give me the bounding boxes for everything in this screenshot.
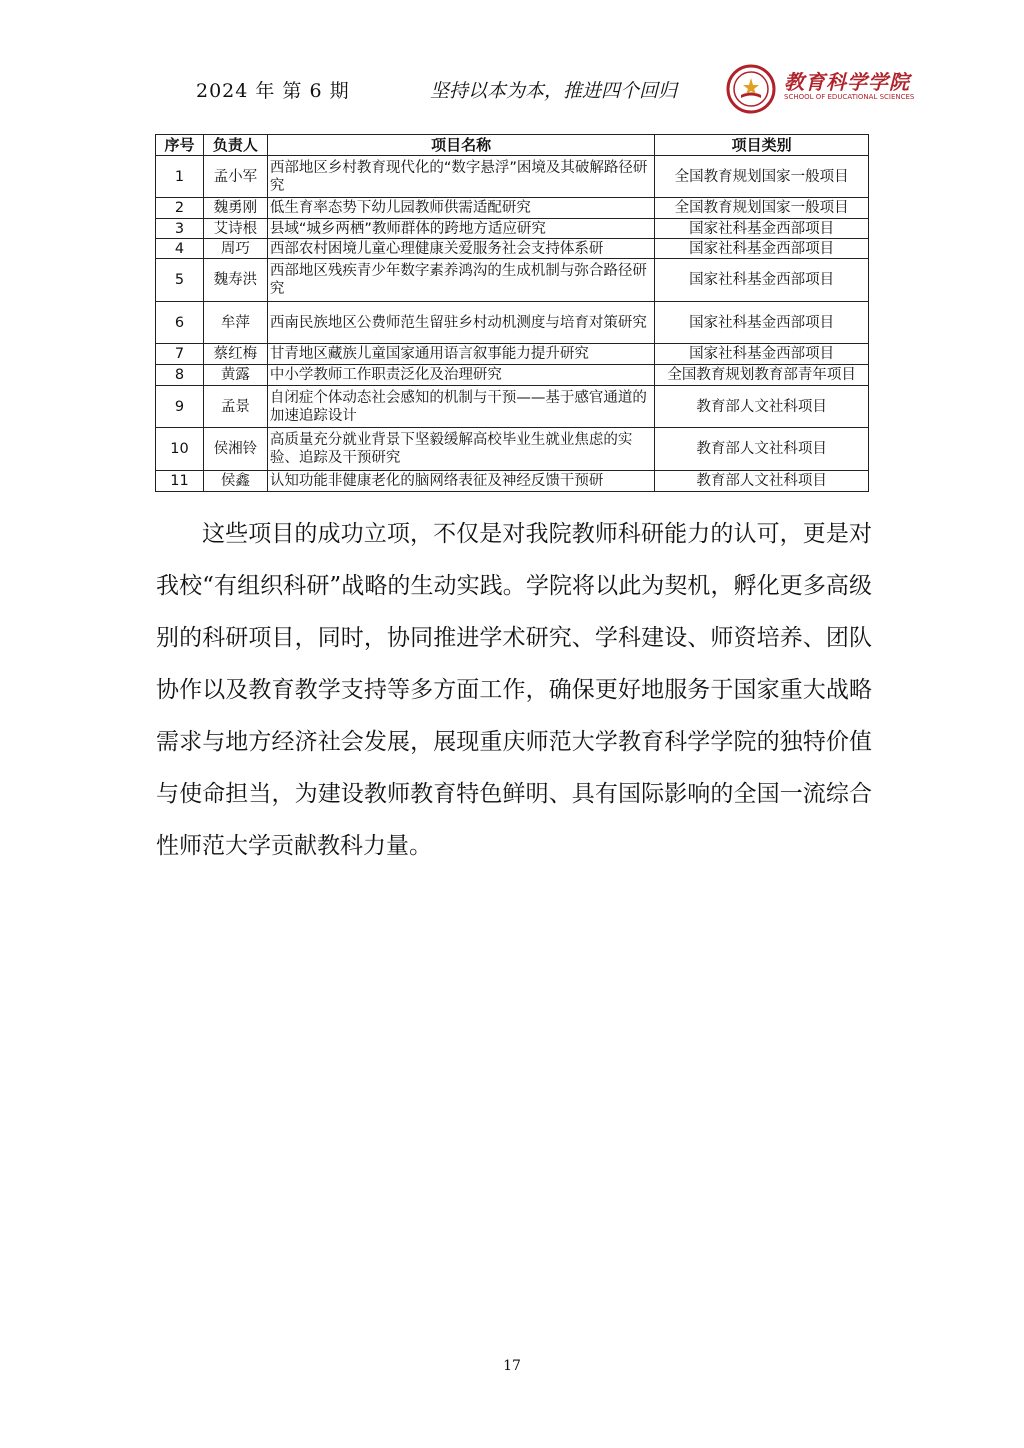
row-leader: 蔡红梅 — [203, 344, 267, 365]
table-row — [156, 219, 869, 239]
row-no: 7 — [156, 344, 204, 365]
row-project-name: 西部地区残疾青少年数字素养鸿沟的生成机制与弥合路径研究 — [267, 259, 654, 302]
row-leader: 孟景 — [203, 386, 267, 428]
row-category: 国家社科基金西部项目 — [655, 259, 869, 302]
row-no: 2 — [156, 198, 204, 219]
issue-label: 2024 年 第 6 期 — [196, 80, 350, 102]
school-logo — [726, 64, 915, 114]
row-category: 国家社科基金西部项目 — [655, 344, 869, 365]
table-row — [156, 302, 869, 344]
table-row — [156, 156, 869, 198]
logo-subtitle: SCHOOL OF EDUCATIONAL SCIENCES — [784, 93, 915, 101]
row-leader: 周巧 — [203, 239, 267, 259]
projects-table — [155, 134, 869, 492]
header-category: 项目类别 — [655, 135, 869, 156]
row-no: 5 — [156, 259, 204, 302]
row-project-name: 认知功能非健康老化的脑网络表征及神经反馈干预研 — [267, 471, 654, 492]
table-row — [156, 239, 869, 259]
row-category: 全国教育规划国家一般项目 — [655, 198, 869, 219]
row-category: 全国教育规划教育部青年项目 — [655, 365, 869, 386]
row-leader: 孟小军 — [203, 156, 267, 198]
header-motto: 坚持以本为本，推进四个回归 — [430, 80, 678, 102]
row-project-name: 高质量充分就业背景下坚毅缓解高校毕业生就业焦虑的实验、追踪及干预研究 — [267, 428, 654, 471]
table-header-row — [156, 135, 869, 156]
row-project-name: 西部农村困境儿童心理健康关爱服务社会支持体系研 — [267, 239, 654, 259]
row-no: 1 — [156, 156, 204, 198]
row-no: 8 — [156, 365, 204, 386]
row-no: 9 — [156, 386, 204, 428]
table-row — [156, 198, 869, 219]
table-row — [156, 428, 869, 471]
row-project-name: 低生育率态势下幼儿园教师供需适配研究 — [267, 198, 654, 219]
row-category: 国家社科基金西部项目 — [655, 302, 869, 344]
row-no: 11 — [156, 471, 204, 492]
logo-text: 教育科学学院 — [784, 70, 910, 94]
table-row — [156, 471, 869, 492]
row-category: 教育部人文社科项目 — [655, 471, 869, 492]
header-name: 项目名称 — [267, 135, 654, 156]
row-category: 国家社科基金西部项目 — [655, 219, 869, 239]
row-category: 国家社科基金西部项目 — [655, 239, 869, 259]
table-row — [156, 259, 869, 302]
row-project-name: 甘青地区藏族儿童国家通用语言叙事能力提升研究 — [267, 344, 654, 365]
row-project-name: 西部地区乡村教育现代化的“数字悬浮”困境及其破解路径研究 — [267, 156, 654, 198]
header-no: 序号 — [156, 135, 204, 156]
row-project-name: 县域“城乡两栖”教师群体的跨地方适应研究 — [267, 219, 654, 239]
row-leader: 侯鑫 — [203, 471, 267, 492]
table-row — [156, 365, 869, 386]
row-no: 4 — [156, 239, 204, 259]
row-project-name: 自闭症个体动态社会感知的机制与干预——基于感官通道的加速追踪设计 — [267, 386, 654, 428]
row-leader: 艾诗根 — [203, 219, 267, 239]
page-number: 17 — [503, 1358, 521, 1374]
table-row — [156, 386, 869, 428]
header-leader: 负责人 — [203, 135, 267, 156]
row-leader: 魏寿洪 — [203, 259, 267, 302]
row-project-name: 中小学教师工作职责泛化及治理研究 — [267, 365, 654, 386]
body-paragraph: 这些项目的成功立项，不仅是对我院教师科研能力的认可，更是对我校“有组织科研”战略的生动实践。学院将以此为契机，孵化更多高级别的科研项目，同时，协同推进学术研究、学科建设、师资培养、团队协作以及教育教学支持等多方面工作，确保更好地服务于国家重大战略需求与地方经济社会发展，展现重庆师范大学教育科学学院的独特价值与使命担当，为建设教师教育特色鲜明、具有国际影响的全国一流综合性师范大学贡献教科力量。 — [156, 521, 872, 859]
school-emblem-icon — [726, 64, 778, 114]
table-row — [156, 344, 869, 365]
row-category: 教育部人文社科项目 — [655, 428, 869, 471]
row-project-name: 西南民族地区公费师范生留驻乡村动机测度与培育对策研究 — [267, 302, 654, 344]
row-no: 3 — [156, 219, 204, 239]
row-category: 全国教育规划国家一般项目 — [655, 156, 869, 198]
row-leader: 侯湘铃 — [203, 428, 267, 471]
row-leader: 魏勇刚 — [203, 198, 267, 219]
row-no: 6 — [156, 302, 204, 344]
row-category: 教育部人文社科项目 — [655, 386, 869, 428]
row-leader: 黄露 — [203, 365, 267, 386]
row-leader: 牟萍 — [203, 302, 267, 344]
row-no: 10 — [156, 428, 204, 471]
